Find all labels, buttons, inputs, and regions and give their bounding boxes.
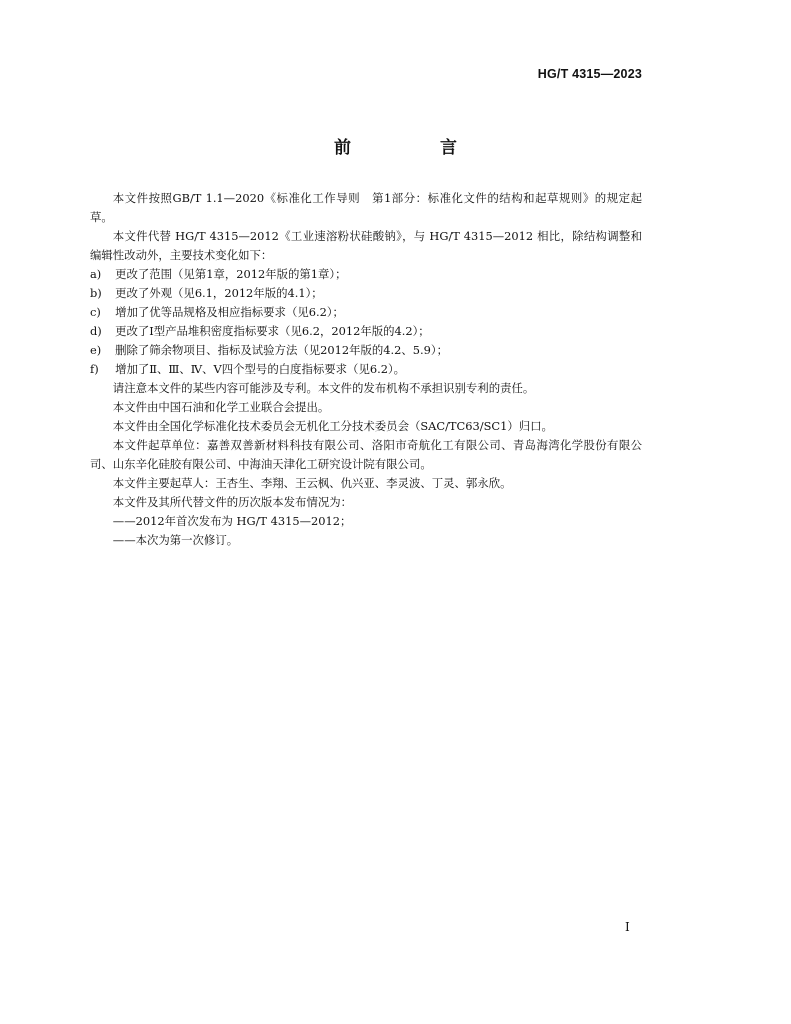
list-item <box>90 265 642 284</box>
list-item-label: e) <box>90 343 102 357</box>
history-item: ——2012年首次发布为 HG/T 4315—2012； <box>112 514 352 528</box>
list-item-text: 更改了范围（见第1章，2012年版的第1章）； <box>115 267 347 281</box>
paragraph-proposed-by: 本文件由中国石油和化学工业联合会提出。 <box>112 400 330 414</box>
document-body <box>90 189 642 550</box>
list-item-text: 增加了Ⅱ、Ⅲ、Ⅳ、Ⅴ四个型号的白度指标要求（见6.2）。 <box>115 362 406 376</box>
paragraph-history-intro: 本文件及其所代替文件的历次版本发布情况为： <box>112 495 353 509</box>
paragraph-replaces: 本文件代替 HG/T 4315—2012《工业速溶粉状硅酸钠》，与 HG/T 4315—2012 相比，除结构调整和编辑性改动外，主要技术变化如下： <box>90 229 642 262</box>
changes-list <box>90 265 642 379</box>
list-item-text: 更改了外观（见6.1，2012年版的4.1）； <box>115 286 323 300</box>
list-item <box>90 284 642 303</box>
paragraph-patent-notice: 请注意本文件的某些内容可能涉及专利。本文件的发布机构不承担识别专利的责任。 <box>112 381 535 395</box>
list-item-text: 删除了筛余物项目、指标及试验方法（见2012年版的4.2、5.9）； <box>115 343 448 357</box>
list-item-label: d) <box>90 324 102 338</box>
page-number: I <box>625 920 630 934</box>
list-item-label: c) <box>90 305 101 319</box>
list-item <box>90 322 642 341</box>
list-item-label: a) <box>90 267 102 281</box>
paragraph-drafters: 本文件主要起草人：王杏生、李翔、王云枫、仇兴亚、李灵波、丁灵、郭永欣。 <box>112 476 512 490</box>
history-item: ——本次为第一次修订。 <box>112 533 239 547</box>
list-item-text: 更改了Ⅰ型产品堆积密度指标要求（见6.2，2012年版的4.2）； <box>115 324 430 338</box>
list-item-label: b) <box>90 286 102 300</box>
list-item-text: 增加了优等品规格及相应指标要求（见6.2）； <box>115 305 344 319</box>
list-item <box>90 303 642 322</box>
list-item <box>90 360 642 379</box>
list-item <box>90 341 642 360</box>
page-title: 前 言 <box>334 138 493 158</box>
standard-code: HG/T 4315—2023 <box>537 67 642 81</box>
paragraph-drafting-rules: 本文件按照GB/T 1.1—2020《标准化工作导则 第1部分：标准化文件的结构和起草规则》的规定起草。 <box>90 191 642 224</box>
list-item-label: f) <box>90 362 99 376</box>
paragraph-under-jurisdiction: 本文件由全国化学标准化技术委员会无机化工分技术委员会（SAC/TC63/SC1）归口。 <box>112 419 553 433</box>
paragraph-drafting-units: 本文件起草单位：嘉善双善新材料科技有限公司、洛阳市奇航化工有限公司、青岛海湾化学股份有限公司、山东辛化硅胶有限公司、中海油天津化工研究设计院有限公司。 <box>90 438 642 471</box>
